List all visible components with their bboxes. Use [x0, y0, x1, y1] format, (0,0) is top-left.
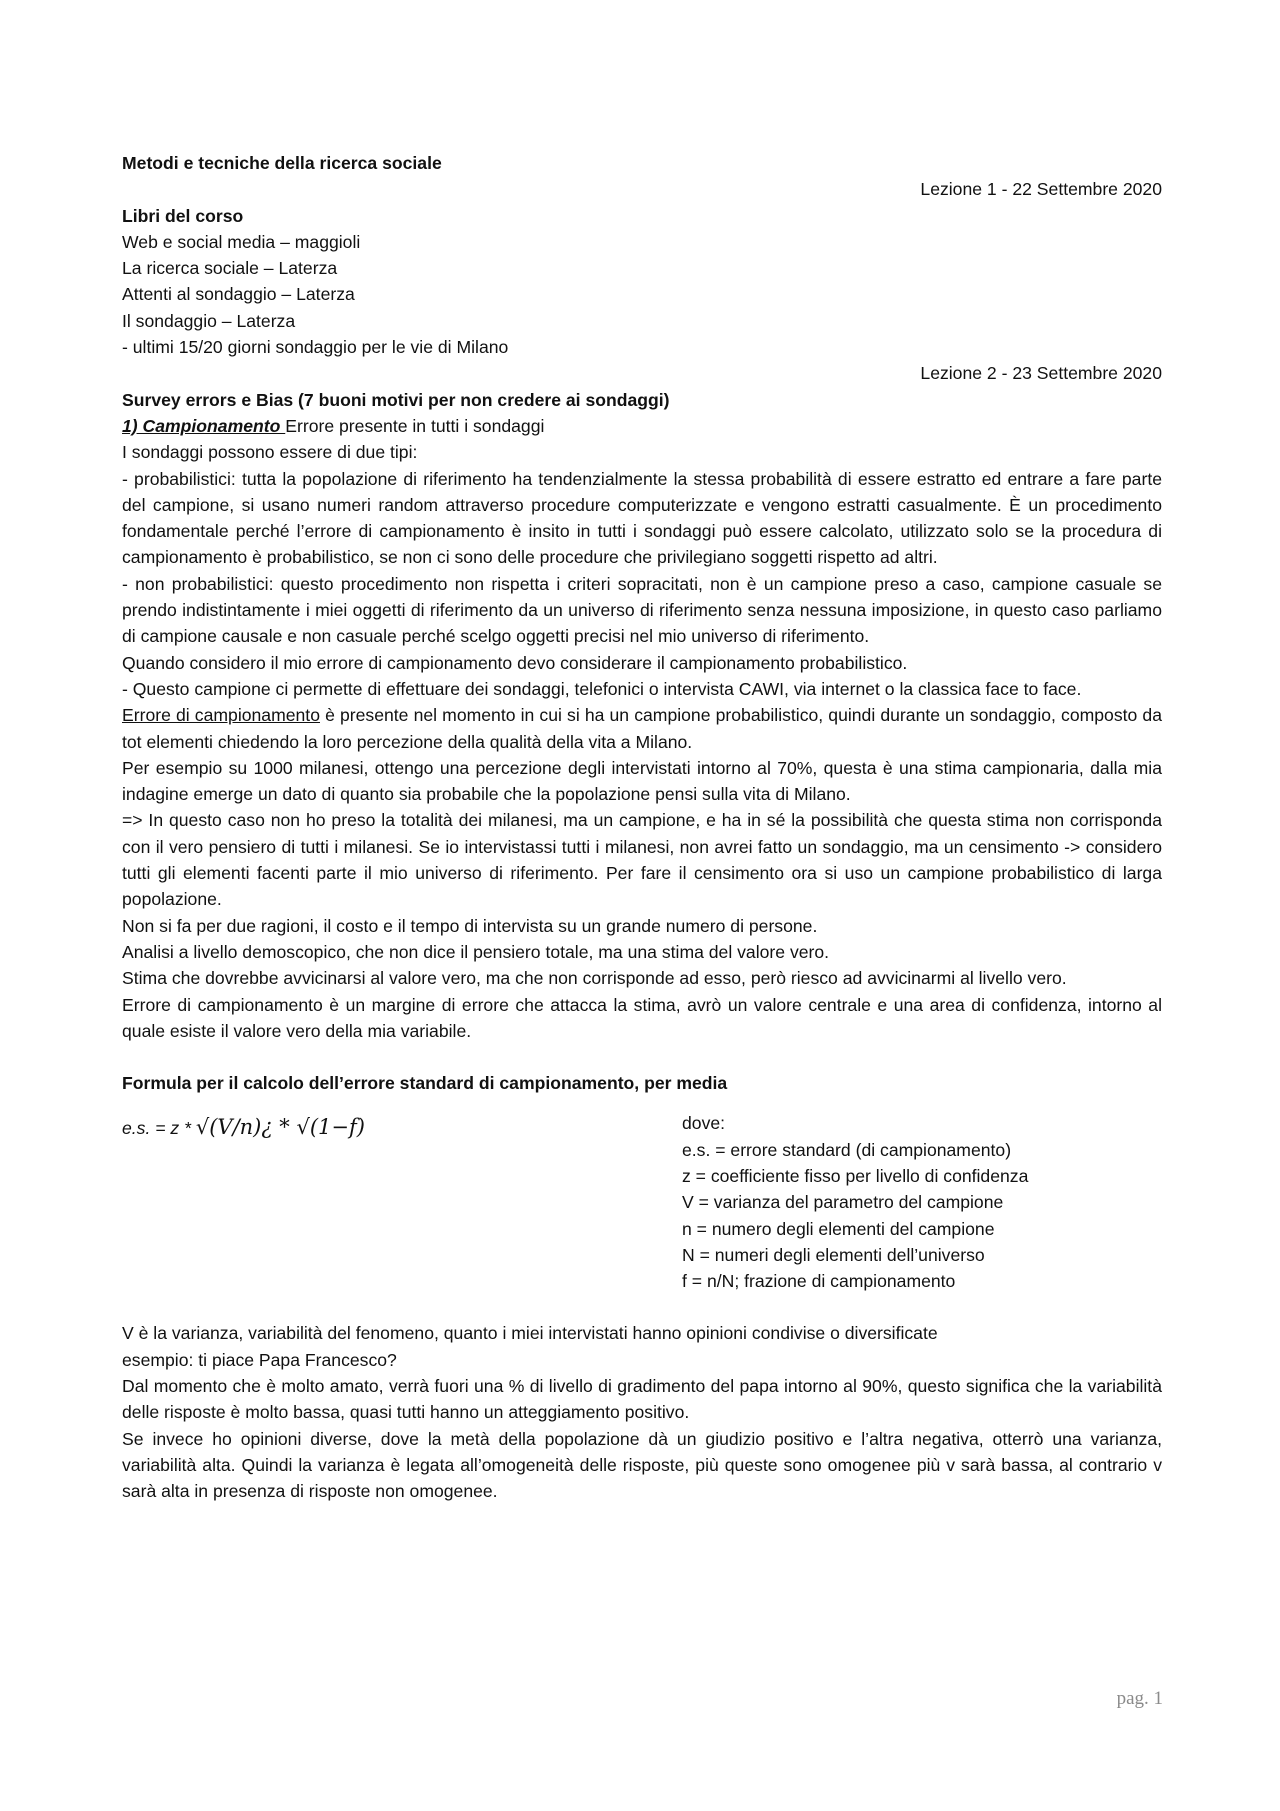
paragraph: Per esempio su 1000 milanesi, ottengo una percezione degli intervistati intorno al 70%, questa è una stima campionaria, dalla mia indagine emerge un dato di quanto sia probabile che la popolazione pensi sulla vita di Milano. [122, 757, 1162, 805]
page-number: pag. 1 [1116, 1688, 1163, 1709]
book-item: Il sondaggio – Laterza [122, 310, 296, 331]
book-item: La ricerca sociale – Laterza [122, 258, 338, 279]
lesson-2-date: Lezione 2 - 23 Settembre 2020 [920, 363, 1162, 384]
definition-item: N = numeri degli elementi dell’universo [682, 1244, 985, 1265]
formula-section [122, 1110, 1162, 1294]
paragraph: Stima che dovrebbe avvicinarsi al valore vero, ma che non corrisponde ad esso, però riesco ad avvicinarmi al livello vero. [122, 968, 1067, 989]
campionamento-text: Errore presente in tutti i sondaggi [285, 415, 545, 436]
paragraph: Se invece ho opinioni diverse, dove la metà della popolazione dà un giudizio positivo e l’altra negativa, otterrò una varianza, variabilità alta. Quindi la varianza è legata all’omogeneità delle risposte, più queste sono omogenee più v sarà bassa, al contrario v sarà alta in presenza di risposte non omogenee. [122, 1428, 1162, 1502]
paragraph: => In questo caso non ho preso la totalità dei milanesi, ma un campione, e ha in sé la possibilità che questa stima non corrisponda con il vero pensiero di tutti i milanesi. Se io intervistassi tutti i milanesi, non avrei fatto un sondaggio, ma un censimento -> considero tutti gli elementi facenti parte il mio universo di riferimento. Per fare il censimento ora si uso un campione probabilistico di larga popolazione. [122, 810, 1162, 910]
errore-text: è presente nel momento in cui si ha un campione probabilistico, quindi durante un sondaggio, composto da tot elementi chiedendo la loro percezione della qualità della vita a Milano. [122, 705, 1162, 752]
books-heading: Libri del corso [122, 205, 244, 226]
paragraph: V è la varianza, variabilità del fenomeno, quanto i miei intervistati hanno opinioni condivise o diversificate [122, 1323, 938, 1344]
paragraph: I sondaggi possono essere di due tipi: [122, 442, 418, 463]
book-item: Web e social media – maggioli [122, 231, 361, 252]
definition-item: n = numero degli elementi del campione [682, 1218, 995, 1239]
definition-item: f = n/N; frazione di campionamento [682, 1271, 956, 1292]
definition-item: e.s. = errore standard (di campionamento) [682, 1139, 1012, 1160]
paragraph: - non probabilistici: questo procedimento non rispetta i criteri sopracitati, non è un campione preso a caso, campione casuale se prendo indistintamente i miei oggetti di riferimento da un universo di riferimento senza nessuna imposizione, in questo caso parliamo di campione causale e non casuale perché scelgo oggetti precisi nel mio universo di riferimento. [122, 573, 1162, 647]
paragraph: Analisi a livello demoscopico, che non dice il pensiero totale, ma una stima del valore vero. [122, 941, 830, 962]
paragraph: Non si fa per due ragioni, il costo e il tempo di intervista su un grande numero di persone. [122, 915, 818, 936]
paragraph: esempio: ti piace Papa Francesco? [122, 1349, 397, 1370]
spacer [122, 1294, 1162, 1320]
formula-heading: Formula per il calcolo dell’errore standard di campionamento, per media [122, 1073, 728, 1094]
paragraph: Errore di campionamento è un margine di errore che attacca la stima, avrò un valore centrale e una area di confidenza, intorno al quale esiste il valore vero della mia variabile. [122, 994, 1162, 1041]
campionamento-label: 1) Campionamento [122, 415, 286, 436]
errore-label: Errore di campionamento [122, 705, 320, 726]
lesson-1-date: Lezione 1 - 22 Settembre 2020 [920, 179, 1162, 200]
book-item: - ultimi 15/20 giorni sondaggio per le vie di Milano [122, 337, 509, 358]
formula-lhs: e.s. = z * [122, 1118, 196, 1139]
definition-item: dove: [682, 1113, 726, 1134]
formula-math: √(V/n)¿ * √(1−f) [195, 1115, 365, 1140]
formula [122, 1110, 682, 1294]
paragraph: Quando considero il mio errore di campionamento devo considerare il campionamento probabilistico. [122, 652, 908, 673]
definition-item: z = coefficiente fisso per livello di confidenza [682, 1165, 1029, 1186]
paragraph: - Questo campione ci permette di effettuare dei sondaggi, telefonici o intervista CAWI, via internet o la classica face to face. [122, 678, 1082, 699]
book-item: Attenti al sondaggio – Laterza [122, 284, 355, 305]
survey-heading: Survey errors e Bias (7 buoni motivi per non credere ai sondaggi) [122, 389, 670, 410]
campionamento-line [122, 413, 1162, 439]
document-page [122, 150, 1162, 1505]
formula-definitions [682, 1110, 1162, 1294]
errore-paragraph [122, 702, 1162, 755]
paragraph: Dal momento che è molto amato, verrà fuori una % di livello di gradimento del papa intorno al 90%, questo significa che la variabilità delle risposte è molto bassa, quasi tutti hanno un atteggiamento positivo. [122, 1376, 1162, 1423]
document-title: Metodi e tecniche della ricerca sociale [122, 153, 442, 173]
definition-item: V = varianza del parametro del campione [682, 1192, 1004, 1213]
spacer [122, 1044, 1162, 1070]
paragraph: - probabilistici: tutta la popolazione di riferimento ha tendenzialmente la stessa probabilità di essere estratto ed entrare a fare parte del campione, si usano numeri random attraverso procedure computerizzate e vengono estratti casualmente. È un procedimento fondamentale perché l’errore di campionamento è insito in tutti i sondaggi può essere calcolato, utilizzato solo se la procedura di campionamento è probabilistico, se non ci sono delle procedure che privilegiano soggetti rispetto ad altri. [122, 468, 1162, 568]
